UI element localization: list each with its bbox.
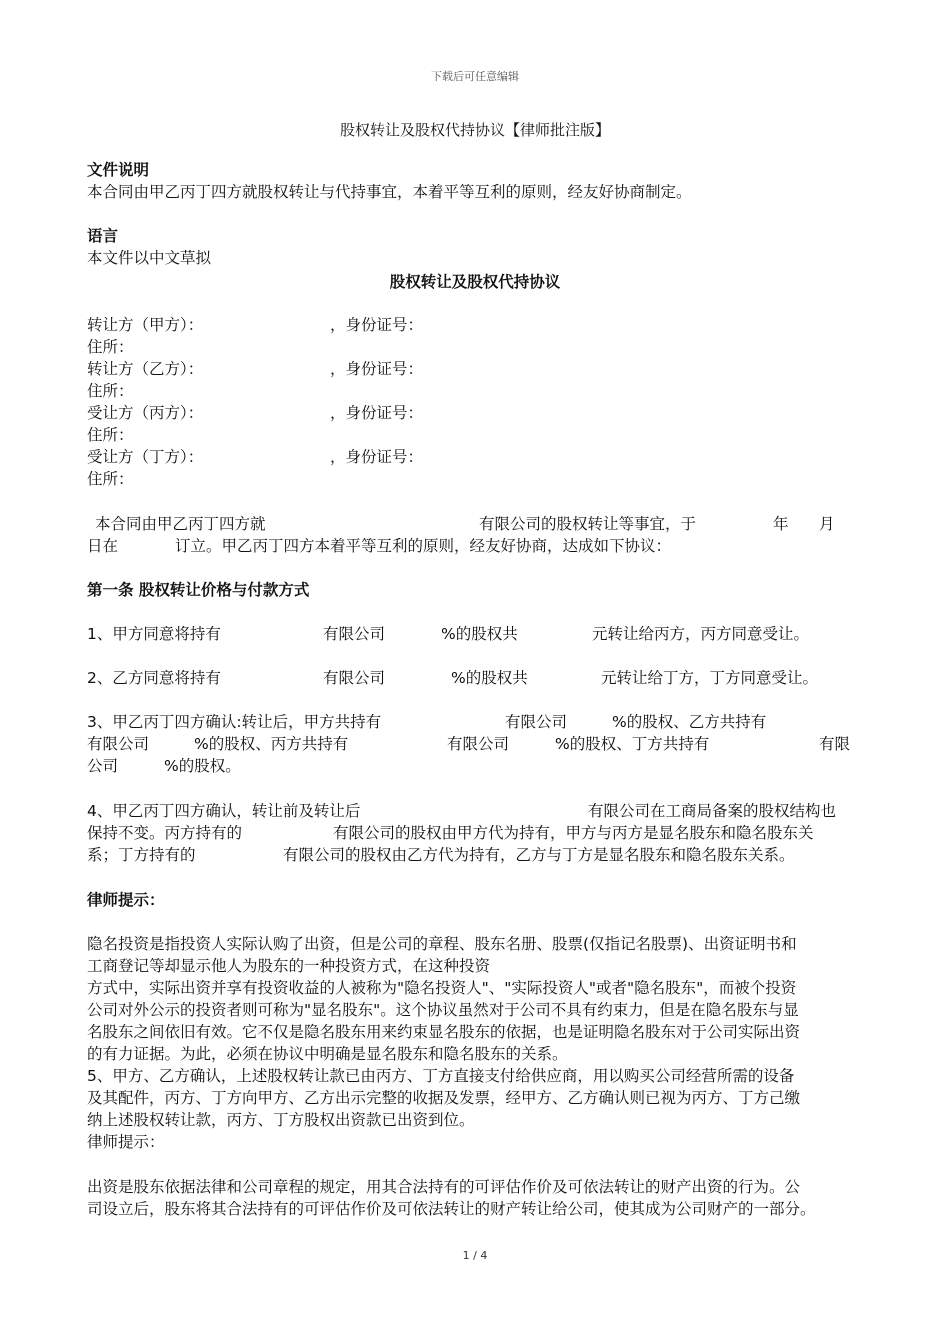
party-id-label: ，身份证号： <box>330 316 424 334</box>
tip-1-line: 的有力证据。为此，必须在协议中明确是显名股东和隐名股东的关系。 <box>87 1045 568 1063</box>
page-number: 1 / 4 <box>462 1249 488 1262</box>
clause-3-line1-c: %的股权、乙方共持有 <box>612 713 767 731</box>
clause-3-line2-c: 有限公司 <box>447 735 510 753</box>
clause-4-line1-a: 4、甲乙丙丁四方确认，转让前及转让后 <box>87 802 361 820</box>
party-address: 住所： <box>87 382 134 400</box>
party-id-label: ，身份证号： <box>330 360 424 378</box>
language-text: 本文件以中文草拟 <box>87 249 212 267</box>
clause-1-b: 有限公司 <box>323 625 386 643</box>
tip-1-line: 公司对外公示的投资者则可称为"显名股东"。这个协议虽然对于公司不具有约束力，但是在隐名股东与显 <box>87 1001 799 1019</box>
tip-1-line: 工商登记等却显示他人为股东的一种投资方式，在这种投资 <box>87 957 491 975</box>
party-role: 转让方（甲方）： <box>87 316 204 334</box>
tip-2-line: 出资是股东依据法律和公司章程的规定，用其合法持有的可评估作价及可依法转让的财产出资的行为。公 <box>87 1178 801 1196</box>
clause-2-b: 有限公司 <box>323 669 386 687</box>
intro-text-a: 本合同由甲乙丙丁四方就 <box>95 515 266 533</box>
party-role: 转让方（乙方）： <box>87 360 204 378</box>
clause-2-d: 元转让给丁方，丁方同意受让。 <box>601 669 819 687</box>
clause-4-line2-a: 保持不变。丙方持有的 <box>87 824 243 842</box>
clause-3-line3-b: %的股权。 <box>164 757 241 775</box>
intro-year: 年 <box>773 515 789 533</box>
clause-3-line1-a: 3、甲乙丙丁四方确认:转让后，甲方共持有 <box>87 713 382 731</box>
clause-1-a: 1、甲方同意将持有 <box>87 625 221 643</box>
clause-1-d: 元转让给丙方，丙方同意受让。 <box>592 625 810 643</box>
clause-2-a: 2、乙方同意将持有 <box>87 669 221 687</box>
file-description-heading: 文件说明 <box>87 161 150 179</box>
intro-text-c: 订立。甲乙丙丁四方本着平等互利的原则，经友好协商，达成如下协议： <box>175 537 672 555</box>
file-description-text: 本合同由甲乙丙丁四方就股权转让与代持事宜，本着平等互利的原则，经友好协商制定。 <box>87 183 692 201</box>
party-address: 住所： <box>87 338 134 356</box>
party-id-label: ，身份证号： <box>330 404 424 422</box>
lawyer-tip-heading: 律师提示： <box>87 891 165 909</box>
tip-2-line: 司设立后，股东将其合法持有的可评估作价及可依法转让的财产转让给公司，使其成为公司财产的一部分。 <box>87 1200 816 1218</box>
clause-5-line: 5、甲方、乙方确认，上述股权转让款已由丙方、丁方直接支付给供应商，用以购买公司经营所需的设备 <box>87 1067 795 1085</box>
lawyer-tip-2-heading: 律师提示： <box>87 1133 165 1151</box>
tip-1-line: 名股东之间依旧有效。它不仅是隐名股东用来约束显名股东的依据，也是证明隐名股东对于公司实际出资 <box>87 1023 801 1041</box>
clause-1-c: %的股权共 <box>441 625 518 643</box>
clause-3-line3-a: 公司 <box>87 757 119 775</box>
agreement-title: 股权转让及股权代持协议 <box>389 273 561 291</box>
party-role: 受让方（丁方）： <box>87 448 204 466</box>
clause-3-line1-b: 有限公司 <box>505 713 568 731</box>
intro-month: 月 <box>819 515 835 533</box>
clause-4-line3-a: 系；丁方持有的 <box>87 846 196 864</box>
clause-3-line2-e: 有限 <box>819 735 851 753</box>
party-address: 住所： <box>87 426 134 444</box>
intro-text-b: 有限公司的股权转让等事宜，于 <box>479 515 697 533</box>
party-role: 受让方（丙方）： <box>87 404 204 422</box>
clause-4-line3-b: 有限公司的股权由乙方代为持有，乙方与丁方是显名股东和隐名股东关系。 <box>283 846 795 864</box>
page-header-note: 下载后可任意编辑 <box>431 70 519 83</box>
clause-5-line: 及其配件，丙方、丁方向甲方、乙方出示完整的收据及发票，经甲方、乙方确认则已视为丙方、丁方己缴 <box>87 1089 801 1107</box>
tip-1-line: 隐名投资是指投资人实际认购了出资，但是公司的章程、股东名册、股票(仅指记名股票)、出资证明书和 <box>87 935 797 953</box>
party-id-label: ，身份证号： <box>330 448 424 466</box>
clause-3-line2-b: %的股权、丙方共持有 <box>194 735 349 753</box>
clause-3-line2-a: 有限公司 <box>87 735 150 753</box>
party-address: 住所： <box>87 470 134 488</box>
document-title: 股权转让及股权代持协议【律师批注版】 <box>339 121 610 139</box>
tip-1-line: 方式中，实际出资并享有投资收益的人被称为"隐名投资人"、"实际投资人"或者"隐名股东"，而被个投资 <box>87 979 797 997</box>
article-1-heading: 第一条 股权转让价格与付款方式 <box>87 581 310 599</box>
clause-3-line2-d: %的股权、丁方共持有 <box>555 735 710 753</box>
language-heading: 语言 <box>87 227 119 245</box>
intro-day: 日在 <box>87 537 119 555</box>
clause-2-c: %的股权共 <box>451 669 528 687</box>
clause-4-line1-b: 有限公司在工商局备案的股权结构也 <box>588 802 837 820</box>
clause-4-line2-b: 有限公司的股权由甲方代为持有，甲方与丙方是显名股东和隐名股东关 <box>333 824 814 842</box>
clause-5-line: 纳上述股权转让款，丙方、丁方股权出资款已出资到位。 <box>87 1111 475 1129</box>
